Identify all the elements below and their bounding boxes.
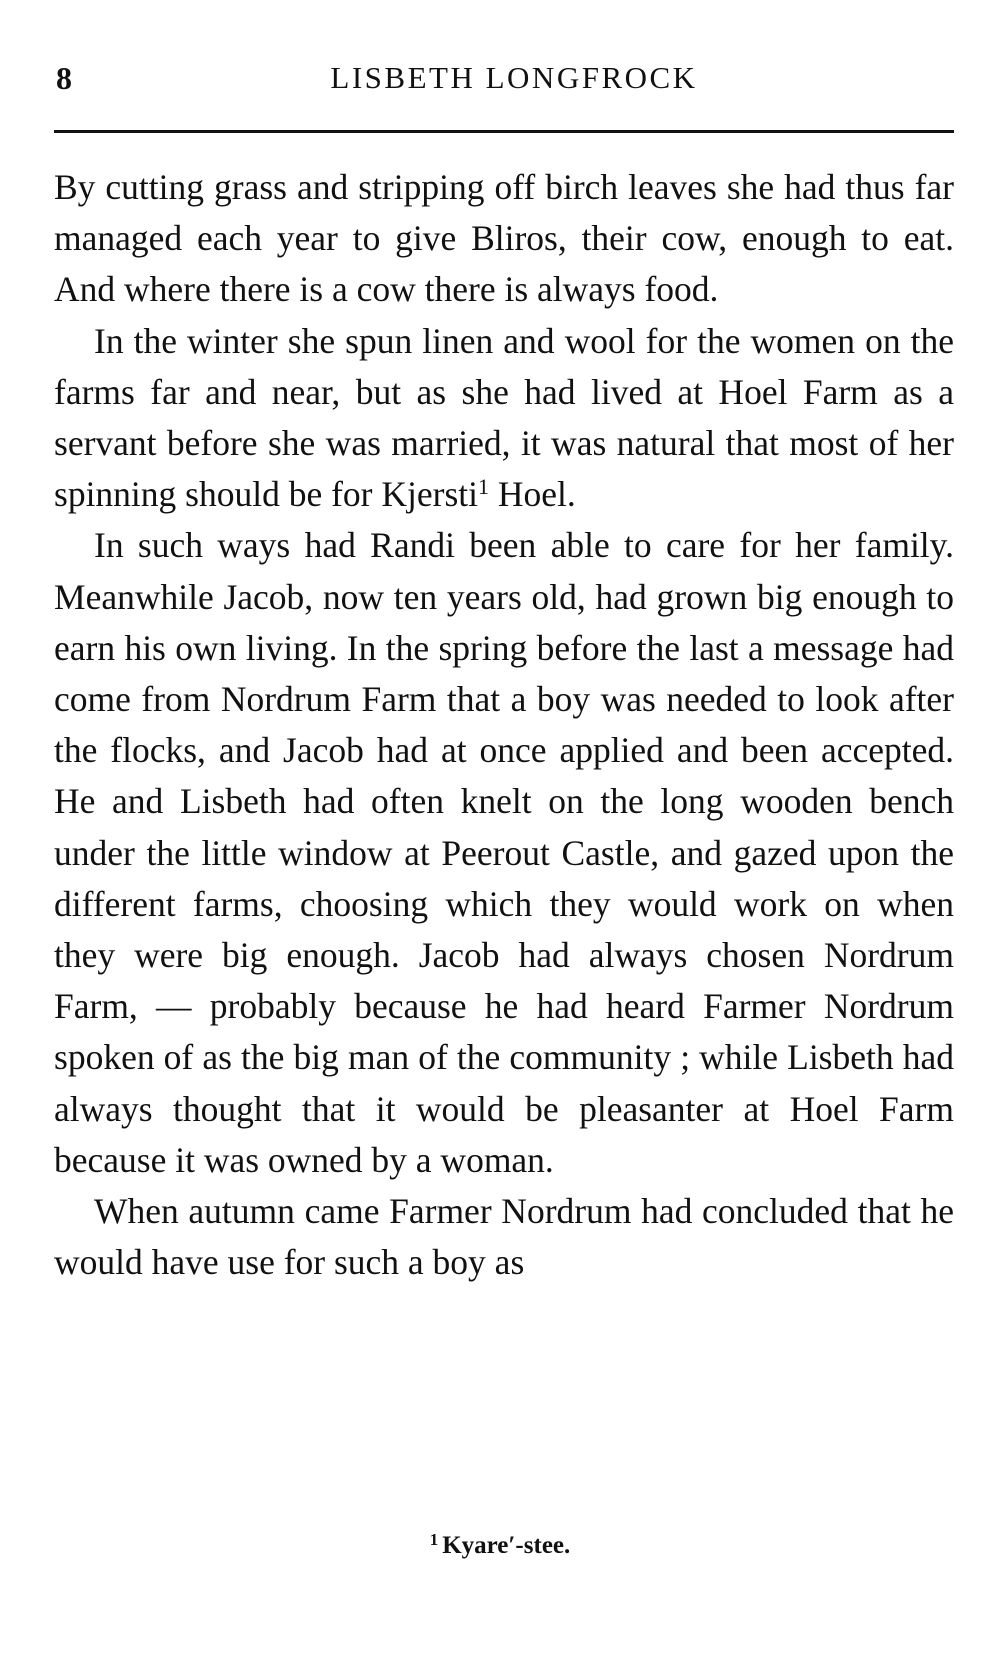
page-header [56,60,952,100]
footnote-reference: 1 [478,474,489,500]
body-text [54,162,954,1288]
footnote-marker: 1 [429,1530,439,1549]
footnote-text: Kyare′-stee. [442,1532,571,1559]
page-number: 8 [56,60,72,96]
paragraph: In such ways had Randi been able to care for her family. Meanwhile Jacob, now ten years old, had grown big enough to earn his own living. In the spring before the last a message had come from Nordrum Farm that a boy was needed to look after the flocks, and Jacob had at once applied and been accepted. He and Lisbeth had often knelt on the long wooden bench under the little window at Peerout Castle, and gazed upon the different farms, choosing which they would work on when they were big enough. Jacob had always chosen Nordrum Farm, — probably because he had heard Farmer Nordrum spoken of as the big man of the community ; while Lisbeth had always thought that it would be pleasanter at Hoel Farm because it was owned by a woman. [54,525,954,1180]
paragraph-text: In the winter she spun linen and wool for the women on the farms far and near, but as she had lived at Hoel Farm as a servant before she was married, it was natural that most of her spinning should be for Kjersti [54,320,954,515]
running-head: LISBETH LONGFROCK [330,60,698,95]
footnote [0,1532,1000,1560]
paragraph: When autumn came Farmer Nordrum had concluded that he would have use for such a boy as [54,1191,954,1283]
paragraph [54,316,954,521]
paragraph: By cutting grass and stripping off birch leaves she had thus far managed each year to give Bliros, their cow, enough to eat. And where there is a cow there is always food. [54,167,954,310]
header-rule [54,130,954,133]
paragraph-text: Hoel. [489,474,576,515]
